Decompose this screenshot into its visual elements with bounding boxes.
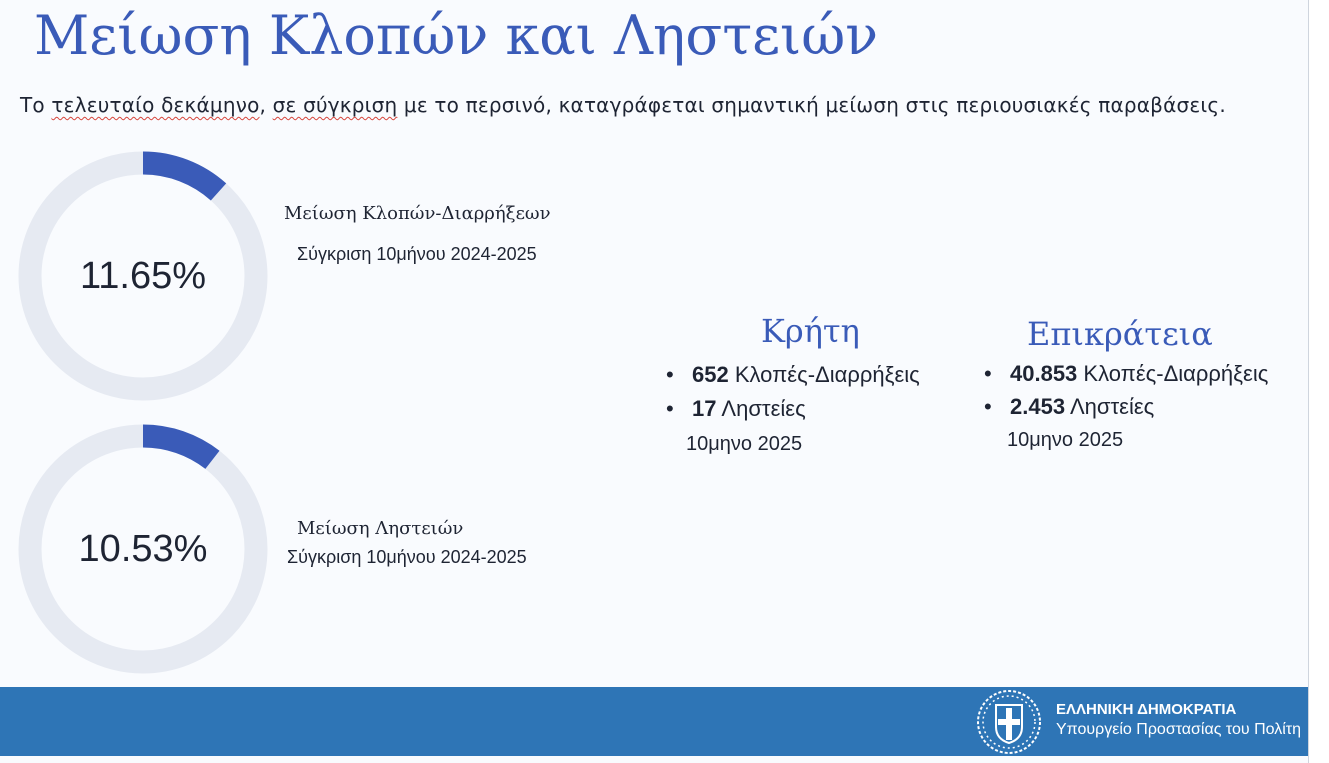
intro-text-part: , bbox=[259, 93, 267, 117]
percent-value: 10.53% bbox=[78, 527, 208, 570]
kpi-label: Μείωση Ληστειών bbox=[297, 518, 464, 539]
window-edge bbox=[1308, 0, 1329, 763]
kpi-sublabel: Σύγκριση 10μήνου 2024-2025 bbox=[287, 547, 527, 567]
bullet-icon: • bbox=[666, 362, 674, 387]
bullet-icon: • bbox=[666, 396, 674, 421]
stat-label: Κλοπές-Διαρρήξεις bbox=[734, 362, 920, 387]
kpi-sublabel: Σύγκριση 10μήνου 2024-2025 bbox=[297, 244, 537, 264]
list-item bbox=[666, 392, 920, 426]
footer-bottom-margin bbox=[0, 756, 1308, 763]
region-title-crete: Κρήτη bbox=[761, 312, 860, 350]
list-item bbox=[984, 357, 1268, 391]
intro-text bbox=[20, 93, 1226, 117]
greek-coat-of-arms-icon bbox=[976, 689, 1042, 755]
spellcheck-flagged-text[interactable]: τελευταίο δεκάμηνο bbox=[51, 93, 260, 117]
stat-value: 2.453 bbox=[1010, 394, 1066, 419]
org-name: ΕΛΛΗΝΙΚΗ ΔΗΜΟΚΡΑΤΙΑ bbox=[1056, 701, 1237, 718]
stat-value: 17 bbox=[692, 396, 717, 421]
crete-stats-list bbox=[666, 358, 920, 426]
region-title-nationwide: Επικράτεια bbox=[1027, 315, 1213, 353]
bullet-icon: • bbox=[984, 394, 992, 419]
kpi-label: Μείωση Κλοπών-Διαρρήξεων bbox=[284, 203, 551, 224]
list-item bbox=[666, 358, 920, 392]
ministry-name: Υπουργείο Προστασίας του Πολίτη bbox=[1056, 721, 1301, 738]
stat-label: Κλοπές-Διαρρήξεις bbox=[1083, 361, 1269, 386]
stat-label: Ληστείες bbox=[721, 396, 806, 421]
bullet-icon: • bbox=[984, 361, 992, 386]
intro-text-part: Το bbox=[20, 93, 45, 117]
period-label: 10μηνο 2025 bbox=[686, 433, 803, 455]
stat-value: 40.853 bbox=[1010, 361, 1078, 386]
stat-label: Ληστείες bbox=[1069, 394, 1155, 419]
period-label: 10μηνο 2025 bbox=[1007, 429, 1124, 451]
page-title: Μείωση Κλοπών και Ληστειών bbox=[34, 4, 879, 67]
intro-text-part: με το περσινό, καταγράφεται σημαντική μείωση στις περιουσιακές παραβάσεις. bbox=[397, 93, 1226, 117]
list-item bbox=[984, 391, 1268, 422]
robbery-reduction-donut bbox=[15, 421, 271, 677]
stat-value: 652 bbox=[692, 362, 729, 387]
percent-value: 11.65% bbox=[79, 254, 207, 297]
nationwide-stats-list bbox=[984, 357, 1268, 422]
spellcheck-flagged-text[interactable]: σε σύγκριση bbox=[272, 93, 398, 117]
theft-reduction-donut bbox=[15, 148, 271, 404]
